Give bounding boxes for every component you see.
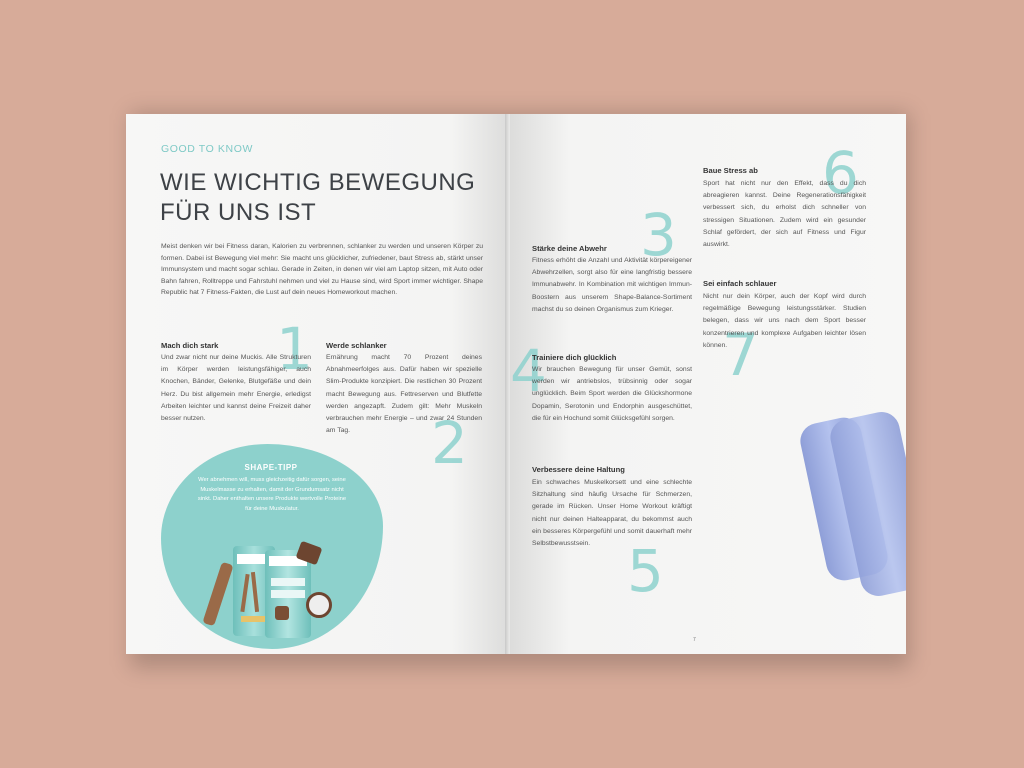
- fact6-heading: Baue Stress ab: [703, 166, 758, 175]
- fact-number-1: 1: [276, 315, 313, 383]
- fact7-text: Nicht nur dein Körper, auch der Kopf wird durch regelmäßige Bewegung leistungsstärker. Studien belegen, dass wir uns nach dem Sport besser konzentrieren und komplexe Aufgaben leichter lösen können.: [703, 293, 866, 349]
- fact2-text: Ernährung macht 70 Prozent deines Abnahmeerfolges aus. Dafür haben wir spezielle Slim-Produkte konzipiert. Die restlichen 30 Prozent macht Bewegung aus. Fettreserven und Blutfette werden angezapft. Zudem gilt: Mehr Muskeln verbrauchen mehr Energie – und zwar 24 Stunden am Tag.: [326, 354, 482, 435]
- kicker-label: GOOD TO KNOW: [161, 143, 253, 155]
- page-number: 7: [693, 637, 696, 643]
- coconut-icon: [306, 592, 332, 618]
- fact1-text: Und zwar nicht nur deine Muckis. Alle Strukturen im Körper werden leistungsfähiger, auch Knochen, Bänder, Gelenke, Blutgefäße und dein Herz. Du bist allgemein mehr Energie, erledigst Arbeiten leichter und kannst deine Freizeit daher besser nutzen.: [161, 354, 311, 423]
- shape-tip-text: Wer abnehmen will, muss gleichzeitig dafür sorgen, seine Muskelmasse zu erhalten, damit der Grundumsatz nicht sinkt. Daher enthalten unsere Produkte wertvolle Proteine für deine Muskulatur.: [197, 477, 347, 512]
- fact-number-2: 2: [431, 409, 468, 477]
- right-page: [510, 114, 906, 654]
- shape-tip-title: SHAPE-TIPP: [244, 463, 298, 472]
- fact-number-3: 3: [640, 201, 677, 269]
- page-title-line1: WIE WICHTIG BEWEGUNG: [160, 169, 476, 196]
- fact4-text: Wir brauchen Bewegung für unser Gemüt, sonst werden wir antriebslos, trübsinnig oder sogar unglücklich. Beim Sport werden die Glückshormone Dopamin, Serotonin und Endorphin ausgeschüttet, die für ein Hochund somit Glücksgefühl sorgen.: [532, 366, 692, 422]
- fact-number-7: 7: [722, 321, 759, 389]
- fact7-heading: Sei einfach schlauer: [703, 279, 777, 288]
- page-title-line2: FÜR UNS IST: [160, 199, 317, 226]
- fact2-heading: Werde schlanker: [326, 341, 387, 350]
- fact-number-6: 6: [822, 139, 859, 207]
- fact-number-4: 4: [510, 337, 547, 405]
- intro-paragraph: Meist denken wir bei Fitness daran, Kalorien zu verbrennen, schlanker zu werden und unseren Körper zu formen. Dabei ist Bewegung viel mehr: Sie macht uns glücklicher, zufriedener, baut Stress ab, stärkt unser Immunsystem und macht sogar schlau. Gerade in Zeiten, in denen wir viel am Laptop sitzen, mit Auto oder Bahn fahren, Rolltreppe und Fahrstuhl nehmen und viel zu Hause sind, wird Sport immer wichtiger. Shape Republic hat 7 Fitness-Fakten, die Lust auf dein neues Homeworkout machen.: [161, 243, 483, 296]
- fact3-text: Fitness erhöht die Anzahl und Aktivität körpereigener Abwehrzellen, sorgt also für eine langfristig bessere Immunabwehr. In Kombination mit wichtigen Immun-Boostern aus unserem Shape-Balance-Sortiment machst du so deinen Organismus zum Krieger.: [532, 257, 692, 313]
- fact5-text: Ein schwaches Muskelkorsett und eine schlechte Sitzhaltung sind häufig Ursache für Schmerzen, gerade im Rücken. Unser Home Workout kräftigt nicht nur deinen Halteapparat, du bekommst auch ein besseres Körpergefühl und somit dauerhaft mehr Selbstbewusstsein.: [532, 479, 692, 548]
- product-can-icon: [265, 550, 311, 638]
- left-page: [126, 114, 509, 654]
- fact1-heading: Mach dich stark: [161, 341, 219, 350]
- fact4-heading: Trainiere dich glücklich: [532, 353, 617, 362]
- fact5-heading: Verbessere deine Haltung: [532, 465, 625, 474]
- fact3-heading: Stärke deine Abwehr: [532, 244, 607, 253]
- fact6-text: Sport hat nicht nur den Effekt, dass du dich abreagieren kannst. Deine Regenerationsfähigkeit verbessert sich, du erholst dich schneller von stressigen Situationen. Zudem wird ein gesunder Schlaf gefördert, der sich auf Fitness und Figur auswirkt.: [703, 180, 866, 249]
- fact-number-5: 5: [627, 537, 664, 605]
